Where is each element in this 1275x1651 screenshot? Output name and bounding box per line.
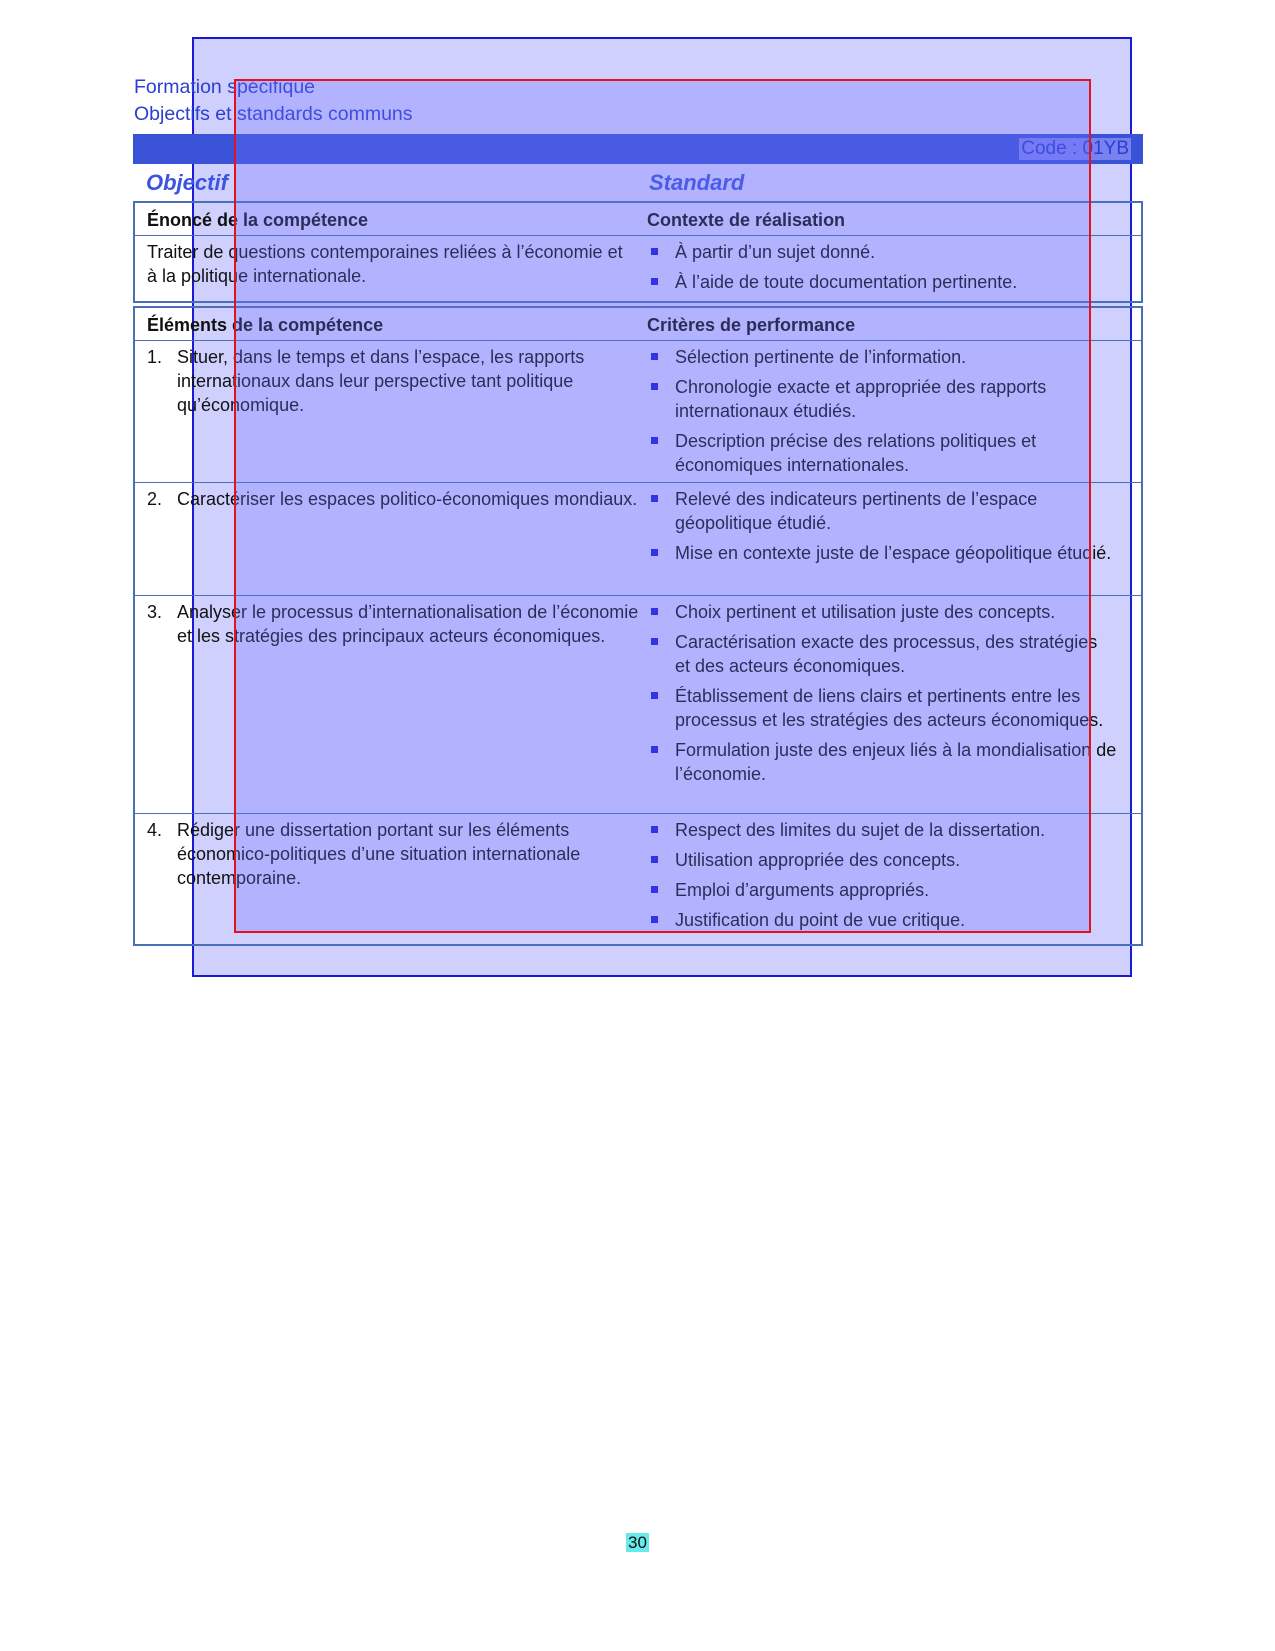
element-text: Analyser le processus d’internationalisation de l’économie et les stratégies des principaux acteurs économiques. — [177, 602, 639, 646]
objective-column-heading: Objectif — [146, 170, 228, 195]
element-number: 4. — [147, 820, 163, 840]
element-text: Caractériser les espaces politico-économiques mondiaux. — [177, 489, 638, 509]
statement-header: Énoncé de la compétence — [147, 210, 369, 230]
list-item: Utilisation appropriée des concepts. — [647, 848, 1117, 872]
overlay-region-red — [234, 79, 1091, 933]
context-header: Contexte de réalisation — [647, 210, 846, 230]
list-item: Relevé des indicateurs pertinents de l’espace géopolitique étudié. — [647, 487, 1117, 535]
list-item: À l’aide de toute documentation pertinente. — [647, 270, 1117, 294]
competency-statement: Traiter de questions contemporaines reliées à l’économie et à la politique internationale. — [147, 242, 623, 286]
list-item: Caractérisation exacte des processus, des stratégies et des acteurs économiques. — [647, 630, 1117, 678]
elements-header: Éléments de la compétence — [147, 315, 384, 335]
list-item: Respect des limites du sujet de la dissertation. — [647, 818, 1117, 842]
list-item: Emploi d’arguments appropriés. — [647, 878, 1117, 902]
page-number — [0, 1533, 1275, 1553]
course-code: Code : 01YB — [1021, 138, 1129, 159]
element-number: 1. — [147, 347, 163, 367]
list-item: Établissement de liens clairs et pertinents entre les processus et les stratégies des acteurs économiques. — [647, 684, 1117, 732]
list-item: Justification du point de vue critique. — [647, 908, 1117, 932]
element-text: Rédiger une dissertation portant sur les éléments économico-politiques d’une situation internationale contemporaine. — [177, 820, 581, 888]
list-item: Description précise des relations politiques et économiques internationales. — [647, 429, 1117, 477]
element-number: 2. — [147, 489, 163, 509]
list-item: Mise en contexte juste de l’espace géopolitique étudié. — [647, 541, 1117, 565]
list-item: À partir d’un sujet donné. — [647, 240, 1117, 264]
element-text: Situer, dans le temps et dans l’espace, les rapports internationaux dans leur perspective tant politique qu’économique. — [177, 347, 585, 415]
header-section: Objectifs et standards communs — [134, 103, 413, 125]
header-program: Formation spécifique — [134, 76, 316, 98]
list-item: Formulation juste des enjeux liés à la mondialisation de l’économie. — [647, 738, 1117, 786]
list-item: Chronologie exacte et appropriée des rapports internationaux étudiés. — [647, 375, 1117, 423]
element-number: 3. — [147, 602, 163, 622]
page-number-text: 30 — [628, 1533, 647, 1552]
criteria-header: Critères de performance — [647, 315, 856, 335]
list-item: Choix pertinent et utilisation juste des concepts. — [647, 600, 1117, 624]
list-item: Sélection pertinente de l’information. — [647, 345, 1117, 369]
standard-column-heading: Standard — [649, 170, 745, 195]
